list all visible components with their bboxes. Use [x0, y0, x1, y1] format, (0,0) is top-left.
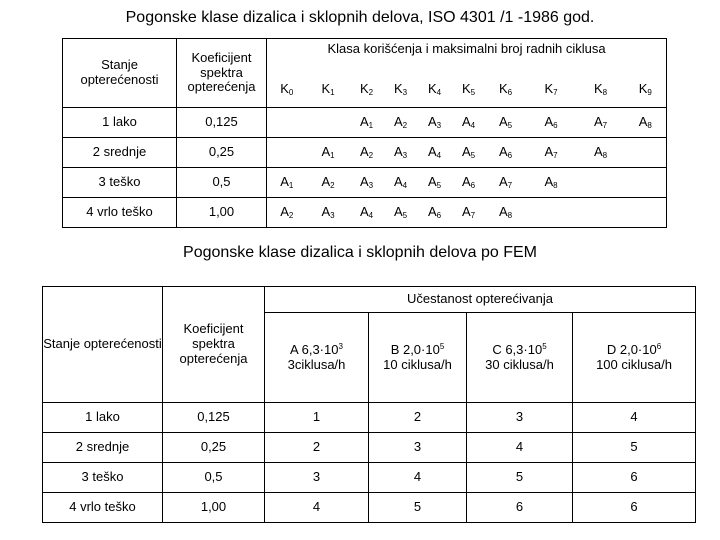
- iso-k-class-cell: [526, 72, 577, 108]
- a-class-label-index: 5: [402, 210, 408, 220]
- a-class-label-index: 8: [602, 150, 608, 160]
- iso-a-class-cell: [452, 198, 486, 228]
- fem-class-value-cell: 6: [573, 463, 696, 493]
- iso-k-class-cell: [625, 72, 667, 108]
- a-class-label-index: 8: [647, 120, 652, 130]
- k-class-label-letter: K: [593, 80, 603, 96]
- fem-spectrum-coef-cell: 0,25: [163, 433, 265, 463]
- k-class-label-letter: K: [544, 80, 554, 96]
- a-class-label: [360, 114, 373, 129]
- a-class-label-index: 1: [330, 150, 335, 160]
- iso-header-spectrum: Koeficijent spektra opterećenja: [177, 39, 267, 108]
- iso-a-class-cell: [625, 108, 667, 138]
- iso-k-class-cell: [486, 72, 526, 108]
- iso-a-class-cell: [350, 198, 384, 228]
- k-class-label: [321, 81, 334, 96]
- iso-a-class-cell: [577, 168, 625, 198]
- a-class-label: [321, 144, 334, 159]
- a-class-label-letter: A: [321, 203, 331, 219]
- fem-frequency-header: [467, 313, 573, 403]
- iso-spectrum-coef-cell: 0,125: [177, 108, 267, 138]
- a-class-label: [428, 114, 441, 129]
- a-class-label-letter: A: [544, 113, 554, 129]
- fem-table-row: [43, 433, 696, 463]
- iso-a-class-cell: [418, 108, 452, 138]
- k-class-label-letter: K: [359, 80, 369, 96]
- a-class-label-index: 6: [470, 180, 476, 190]
- iso-table-title: Pogonske klase dizalica i sklopnih delova, ISO 4301 /1 -1986 god.: [125, 9, 595, 26]
- iso-table-row: [63, 168, 667, 198]
- a-class-label-index: 2: [288, 210, 294, 220]
- a-class-label-letter: A: [359, 203, 369, 219]
- iso-a-class-cell: [267, 198, 307, 228]
- k-class-label-letter: K: [461, 80, 471, 96]
- iso-a-class-cell: [625, 168, 667, 198]
- fem-load-state-cell: 2 srednje: [43, 433, 163, 463]
- fem-frequency-header: [265, 313, 369, 403]
- a-class-label-letter: A: [359, 113, 369, 129]
- fem-class-value-cell: 5: [369, 493, 467, 523]
- iso-a-class-cell: [307, 168, 350, 198]
- a-class-label-letter: A: [393, 203, 403, 219]
- a-class-label-index: 7: [602, 120, 608, 130]
- k-class-label-letter: K: [321, 80, 331, 96]
- iso-load-state-cell: 3 teško: [63, 168, 177, 198]
- frequency-base: D 2,0·10: [606, 342, 657, 358]
- iso-a-class-cell: [350, 168, 384, 198]
- iso-a-class-cell: [267, 108, 307, 138]
- frequency-cycles: 3ciklusa/h: [287, 357, 346, 372]
- k-class-label: [394, 81, 407, 96]
- a-class-label-letter: A: [544, 173, 554, 189]
- fem-class-value-cell: 6: [573, 493, 696, 523]
- a-class-label-letter: A: [498, 113, 508, 129]
- frequency-exponent: 5: [542, 342, 547, 352]
- a-class-label-index: 1: [288, 180, 294, 190]
- k-class-label: [428, 81, 441, 96]
- fem-load-state-cell: 4 vrlo teško: [43, 493, 163, 523]
- k-class-label-index: 3: [402, 87, 408, 97]
- a-class-label: [360, 204, 373, 219]
- iso-a-class-cell: [384, 198, 418, 228]
- a-class-label-index: 8: [507, 210, 513, 220]
- k-class-label-index: 9: [647, 87, 652, 97]
- iso-a-class-cell: [625, 198, 667, 228]
- k-class-label: [280, 81, 293, 96]
- iso-a-class-cell: [625, 138, 667, 168]
- k-class-label-letter: K: [280, 80, 289, 96]
- a-class-label-index: 7: [553, 150, 558, 160]
- a-class-label-letter: A: [359, 143, 369, 159]
- a-class-label-index: 3: [436, 120, 442, 130]
- fem-class-table: [42, 286, 696, 523]
- a-class-label-index: 6: [553, 120, 558, 130]
- a-class-label-letter: A: [321, 173, 331, 189]
- a-class-label: [394, 204, 407, 219]
- a-class-label: [321, 204, 334, 219]
- fem-spectrum-coef-cell: 1,00: [163, 493, 265, 523]
- iso-a-class-cell: [307, 138, 350, 168]
- a-class-label-index: 7: [507, 180, 513, 190]
- iso-a-class-cell: [577, 198, 625, 228]
- iso-a-class-cell: [350, 108, 384, 138]
- frequency-cycles: 100 ciklusa/h: [596, 357, 672, 372]
- fem-header-load-state: Stanje opterećenosti: [43, 287, 163, 403]
- a-class-label: [499, 174, 512, 189]
- a-class-label: [394, 174, 407, 189]
- fem-class-value-cell: 4: [467, 433, 573, 463]
- iso-a-class-cell: [384, 138, 418, 168]
- iso-a-class-cell: [577, 138, 625, 168]
- a-class-label: [544, 174, 557, 189]
- a-class-label: [499, 144, 512, 159]
- a-class-label: [544, 114, 557, 129]
- iso-k-class-cell: [452, 72, 486, 108]
- fem-load-state-cell: 3 teško: [43, 463, 163, 493]
- a-class-label: [462, 114, 475, 129]
- iso-a-class-cell: [307, 198, 350, 228]
- a-class-label-letter: A: [461, 173, 471, 189]
- a-class-label-index: 4: [402, 180, 408, 190]
- a-class-label-letter: A: [393, 113, 403, 129]
- iso-a-class-cell: [267, 138, 307, 168]
- a-class-label-letter: A: [498, 143, 508, 159]
- a-class-label-letter: A: [393, 173, 403, 189]
- fem-class-value-cell: 2: [369, 403, 467, 433]
- a-class-label: [360, 174, 373, 189]
- a-class-label-index: 7: [470, 210, 476, 220]
- fem-table-row: [43, 493, 696, 523]
- fem-table-row: [43, 463, 696, 493]
- iso-table-row: [63, 108, 667, 138]
- iso-a-class-cell: [577, 108, 625, 138]
- a-class-label-index: 3: [330, 210, 335, 220]
- a-class-label: [499, 204, 512, 219]
- a-class-label: [321, 174, 334, 189]
- iso-spectrum-coef-cell: 1,00: [177, 198, 267, 228]
- a-class-label: [428, 174, 441, 189]
- a-class-label-index: 8: [553, 180, 558, 190]
- fem-class-value-cell: 4: [573, 403, 696, 433]
- k-class-label-index: 6: [507, 87, 513, 97]
- fem-spectrum-coef-cell: 0,125: [163, 403, 265, 433]
- frequency-exponent: 5: [439, 342, 445, 352]
- a-class-label: [594, 114, 607, 129]
- fem-table-row: [43, 403, 696, 433]
- frequency-base: A 6,3·10: [290, 342, 339, 358]
- iso-a-class-cell: [307, 108, 350, 138]
- a-class-label-index: 3: [402, 150, 408, 160]
- k-class-label-index: 5: [470, 87, 476, 97]
- a-class-label-letter: A: [593, 143, 603, 159]
- a-class-label-index: 2: [402, 120, 408, 130]
- frequency-base: B 2,0·10: [390, 342, 440, 358]
- a-class-label: [462, 144, 475, 159]
- iso-table-row: [63, 138, 667, 168]
- k-class-label-index: 4: [436, 87, 442, 97]
- a-class-label-index: 5: [436, 180, 442, 190]
- k-class-label-index: 0: [288, 87, 294, 97]
- iso-load-state-cell: 1 lako: [63, 108, 177, 138]
- a-class-label-index: 1: [368, 120, 374, 130]
- a-class-label: [639, 114, 652, 129]
- a-class-label-letter: A: [544, 143, 554, 159]
- a-class-label-letter: A: [321, 143, 331, 159]
- iso-table-row: [63, 198, 667, 228]
- fem-class-value-cell: 3: [265, 463, 369, 493]
- fem-class-value-cell: 2: [265, 433, 369, 463]
- k-class-label-letter: K: [498, 80, 508, 96]
- a-class-label-index: 4: [436, 150, 442, 160]
- a-class-label-index: 2: [368, 150, 374, 160]
- k-class-label-index: 2: [368, 87, 374, 97]
- k-class-label-letter: K: [638, 80, 648, 96]
- iso-a-class-cell: [418, 168, 452, 198]
- a-class-label-index: 6: [436, 210, 442, 220]
- iso-k-class-cell: [307, 72, 350, 108]
- iso-a-class-cell: [526, 168, 577, 198]
- frequency-cycles: 10 ciklusa/h: [383, 357, 452, 372]
- iso-a-class-cell: [267, 168, 307, 198]
- a-class-label-letter: A: [498, 173, 508, 189]
- k-class-label: [594, 81, 607, 96]
- fem-class-value-cell: 3: [467, 403, 573, 433]
- a-class-label-index: 6: [507, 150, 513, 160]
- k-class-label: [499, 81, 512, 96]
- a-class-label: [394, 144, 407, 159]
- fem-class-value-cell: 4: [265, 493, 369, 523]
- fem-class-value-cell: 5: [467, 463, 573, 493]
- a-class-label-letter: A: [393, 143, 403, 159]
- a-class-label-letter: A: [593, 113, 603, 129]
- a-class-label-letter: A: [359, 173, 369, 189]
- a-class-label-index: 2: [330, 180, 335, 190]
- iso-a-class-cell: [486, 198, 526, 228]
- a-class-label-index: 5: [507, 120, 513, 130]
- fem-spectrum-coef-cell: 0,5: [163, 463, 265, 493]
- iso-header-class-group: Klasa korišćenja i maksimalni broj radnih ciklusa: [267, 39, 667, 72]
- k-class-label-letter: K: [427, 80, 437, 96]
- iso-k-class-cell: [267, 72, 307, 108]
- k-class-label: [462, 81, 475, 96]
- a-class-label-letter: A: [427, 143, 437, 159]
- fem-header-frequency-group: Učestanost opterećivanja: [265, 287, 696, 313]
- iso-header-load-state: Stanje opterećenosti: [63, 39, 177, 108]
- iso-a-class-cell: [526, 138, 577, 168]
- frequency-cycles: 30 ciklusa/h: [485, 357, 554, 372]
- a-class-label-letter: A: [427, 113, 437, 129]
- iso-load-state-cell: 4 vrlo teško: [63, 198, 177, 228]
- frequency-exponent: 6: [656, 342, 662, 352]
- fem-class-value-cell: 5: [573, 433, 696, 463]
- k-class-label-index: 1: [330, 87, 335, 97]
- a-class-label-index: 4: [368, 210, 374, 220]
- fem-class-value-cell: 1: [265, 403, 369, 433]
- a-class-label-letter: A: [638, 113, 648, 129]
- a-class-label: [394, 114, 407, 129]
- a-class-label-letter: A: [498, 203, 508, 219]
- fem-frequency-header: [573, 313, 696, 403]
- a-class-label: [544, 144, 557, 159]
- a-class-label: [499, 114, 512, 129]
- iso-spectrum-coef-cell: 0,25: [177, 138, 267, 168]
- k-class-label: [360, 81, 373, 96]
- iso-a-class-cell: [452, 138, 486, 168]
- k-class-label-index: 7: [553, 87, 558, 97]
- iso-a-class-cell: [486, 168, 526, 198]
- a-class-label-index: 5: [470, 150, 476, 160]
- fem-class-value-cell: 3: [369, 433, 467, 463]
- iso-a-class-cell: [418, 138, 452, 168]
- k-class-label: [544, 81, 557, 96]
- fem-header-spectrum: Koeficijent spektra opterećenja: [163, 287, 265, 403]
- a-class-label: [428, 204, 441, 219]
- a-class-label: [280, 204, 293, 219]
- a-class-label: [462, 204, 475, 219]
- iso-k-class-cell: [577, 72, 625, 108]
- k-class-label-letter: K: [393, 80, 403, 96]
- iso-a-class-cell: [486, 108, 526, 138]
- iso-k-class-cell: [350, 72, 384, 108]
- a-class-label-letter: A: [461, 203, 471, 219]
- fem-table-title: Pogonske klase dizalica i sklopnih delova po FEM: [183, 244, 537, 261]
- fem-class-value-cell: 4: [369, 463, 467, 493]
- a-class-label-letter: A: [427, 203, 437, 219]
- iso-class-table: [62, 38, 667, 228]
- fem-class-value-cell: 6: [467, 493, 573, 523]
- a-class-label: [594, 144, 607, 159]
- a-class-label-letter: A: [427, 173, 437, 189]
- k-class-label-index: 8: [602, 87, 608, 97]
- iso-a-class-cell: [526, 198, 577, 228]
- a-class-label: [280, 174, 293, 189]
- fem-load-state-cell: 1 lako: [43, 403, 163, 433]
- iso-spectrum-coef-cell: 0,5: [177, 168, 267, 198]
- iso-a-class-cell: [384, 168, 418, 198]
- iso-a-class-cell: [452, 168, 486, 198]
- iso-a-class-cell: [350, 138, 384, 168]
- iso-a-class-cell: [526, 108, 577, 138]
- frequency-base: C 6,3·10: [492, 342, 543, 358]
- a-class-label-letter: A: [280, 173, 289, 189]
- a-class-label-letter: A: [461, 143, 471, 159]
- iso-a-class-cell: [486, 138, 526, 168]
- iso-load-state-cell: 2 srednje: [63, 138, 177, 168]
- iso-a-class-cell: [384, 108, 418, 138]
- fem-frequency-header: [369, 313, 467, 403]
- iso-k-class-cell: [418, 72, 452, 108]
- a-class-label: [462, 174, 475, 189]
- iso-a-class-cell: [418, 198, 452, 228]
- a-class-label: [428, 144, 441, 159]
- a-class-label-index: 4: [470, 120, 476, 130]
- a-class-label-index: 3: [368, 180, 374, 190]
- a-class-label-letter: A: [461, 113, 471, 129]
- iso-a-class-cell: [452, 108, 486, 138]
- k-class-label: [639, 81, 652, 96]
- a-class-label: [360, 144, 373, 159]
- iso-k-class-cell: [384, 72, 418, 108]
- a-class-label-letter: A: [280, 203, 289, 219]
- frequency-exponent: 3: [338, 342, 343, 352]
